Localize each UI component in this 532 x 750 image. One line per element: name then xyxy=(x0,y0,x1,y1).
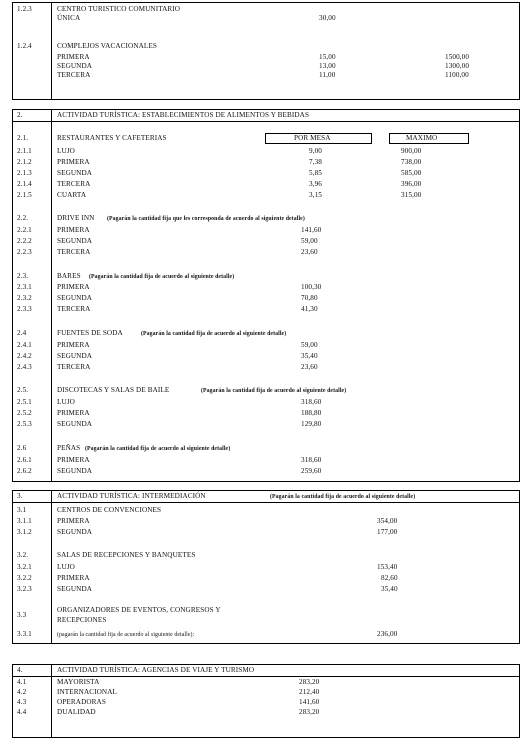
row-number: 3.1.2 xyxy=(17,528,32,536)
row-label: TERCERA xyxy=(57,248,91,256)
row-value: 259,60 xyxy=(301,467,322,475)
row-number: 2.1.2 xyxy=(17,158,32,166)
subsection-note: (Pagarán la cantidad fija que les corresponda de acuerdo al siguiente detalle) xyxy=(107,216,305,222)
row-label: LUJO xyxy=(57,398,75,406)
row-number: 2.3.3 xyxy=(17,305,32,313)
row-value: 35,40 xyxy=(381,585,398,593)
row-number: 2.1.4 xyxy=(17,180,32,188)
subsection-title: CENTRO TURISTICO COMUNITARIO xyxy=(57,5,181,13)
row-label: PRIMERA xyxy=(57,226,90,234)
row-number: 3.2.3 xyxy=(17,585,32,593)
section-title: ACTIVIDAD TURÍSTICA: ESTABLECIMIENTOS DE ALIMENTOS Y BEBIDAS xyxy=(57,111,310,119)
row-number: 2.6.2 xyxy=(17,467,32,475)
subsection-note: (Pagarán la cantidad fija de acuerdo al siguiente detalle) xyxy=(89,274,235,280)
row-value: 141,60 xyxy=(301,226,322,234)
row-label: INTERNACIONAL xyxy=(57,688,117,696)
row-max: 1500,00 xyxy=(445,53,470,61)
row-value: 23,60 xyxy=(301,248,318,256)
row-label: OPERADORAS xyxy=(57,698,106,706)
row-max: 900,00 xyxy=(401,147,422,155)
subsection-title: ORGANIZADORES DE EVENTOS, CONGRESOS Y xyxy=(57,606,221,614)
row-label: PRIMERA xyxy=(57,341,90,349)
item-number: 2.3. xyxy=(17,272,29,280)
row-label: PRIMERA xyxy=(57,517,90,525)
row-label: LUJO xyxy=(57,563,75,571)
item-number: 2.6 xyxy=(17,444,27,452)
row-label: CUARTA xyxy=(57,191,87,199)
row-value: 3,96 xyxy=(309,180,322,188)
row-value: 9,00 xyxy=(309,147,322,155)
row-number: 3.1.1 xyxy=(17,517,32,525)
row-label: TERCERA xyxy=(57,305,91,313)
section-header xyxy=(13,110,519,122)
row-label: (pagarán la cantidad fija de acuerdo al siguiente detalle): xyxy=(57,632,195,638)
section-number: 3. xyxy=(17,492,23,500)
row-number: 2.5.2 xyxy=(17,409,32,417)
item-number: 2.5. xyxy=(17,386,29,394)
subsection-note: (Pagarán la cantidad fija de acuerdo al siguiente detalle) xyxy=(85,446,231,452)
row-value: 11,00 xyxy=(319,71,336,79)
subsection-title: PEÑAS xyxy=(57,444,81,452)
row-number: 3.3.1 xyxy=(17,630,32,638)
subsection-title: DISCOTECAS Y SALAS DE BAILE xyxy=(57,386,170,394)
column-divider xyxy=(51,110,52,481)
item-number: 3.2. xyxy=(17,551,29,559)
row-label: PRIMERA xyxy=(57,409,90,417)
column-header-por-mesa xyxy=(265,133,372,144)
row-label: SEGUNDA xyxy=(57,169,93,177)
row-max: 315,00 xyxy=(401,191,422,199)
item-number: 2.1. xyxy=(17,134,29,142)
section-4-box xyxy=(12,664,520,738)
section-3-box xyxy=(12,490,520,644)
subsection-title: DRIVE INN xyxy=(57,214,95,222)
row-max: 585,00 xyxy=(401,169,422,177)
row-value: 177,00 xyxy=(377,528,398,536)
row-label: SEGUNDA xyxy=(57,420,93,428)
subsection-note: (Pagarán la cantidad fija de acuerdo al siguiente detalle) xyxy=(141,331,287,337)
row-label: DUALIDAD xyxy=(57,708,96,716)
row-value: 70,80 xyxy=(301,294,318,302)
row-label: SEGUNDA xyxy=(57,294,93,302)
row-value: 141,60 xyxy=(299,698,320,706)
row-value: 5,85 xyxy=(309,169,322,177)
row-value: 59,00 xyxy=(301,237,318,245)
row-number: 2.1.5 xyxy=(17,191,32,199)
row-value: 236,00 xyxy=(377,630,398,638)
section-header xyxy=(13,665,519,677)
row-number: 4.4 xyxy=(17,708,27,716)
section-title: ACTIVIDAD TURÍSTICA: AGENCIAS DE VIAJE Y TURISMO xyxy=(57,666,255,674)
row-number: 4.2 xyxy=(17,688,27,696)
subsection-note: (Pagarán la cantidad fija de acuerdo al siguiente detalle) xyxy=(201,388,347,394)
row-max: 1300,00 xyxy=(445,62,470,70)
row-number: 2.1.3 xyxy=(17,169,32,177)
row-label: PRIMERA xyxy=(57,283,90,291)
section-header xyxy=(13,491,519,503)
item-number: 2.4 xyxy=(17,329,27,337)
row-value: 283,20 xyxy=(299,678,320,686)
column-header-label: MAXIMO xyxy=(406,134,438,142)
row-value: 30,00 xyxy=(319,14,336,22)
subsection-title: FUENTES DE SODA xyxy=(57,329,123,337)
row-max: 1100,00 xyxy=(445,71,469,79)
row-max: 738,00 xyxy=(401,158,422,166)
column-divider xyxy=(51,3,52,99)
item-number: 3.3 xyxy=(17,611,27,619)
section-note: (Pagarán la cantidad fija de acuerdo al siguiente detalle) xyxy=(270,494,416,500)
subsection-title: RESTAURANTES Y CAFETERIAS xyxy=(57,134,167,142)
item-number: 3.1 xyxy=(17,506,27,514)
row-number: 2.6.1 xyxy=(17,456,32,464)
row-value: 129,80 xyxy=(301,420,322,428)
row-number: 2.5.3 xyxy=(17,420,32,428)
subsection-title-line2: RECEPCIONES xyxy=(57,616,107,624)
row-label: PRIMERA xyxy=(57,158,90,166)
row-number: 3.2.2 xyxy=(17,574,32,582)
row-number: 2.2.3 xyxy=(17,248,32,256)
row-value: 35,40 xyxy=(301,352,318,360)
section-number: 2. xyxy=(17,111,23,119)
row-label: MAYORISTA xyxy=(57,678,100,686)
row-value: 318,60 xyxy=(301,456,322,464)
item-number: 1.2.3 xyxy=(17,5,32,13)
subsection-title: COMPLEJOS VACACIONALES xyxy=(57,42,157,50)
row-value: 354,00 xyxy=(377,517,398,525)
column-header-label: POR MESA xyxy=(294,134,331,142)
row-value: 283,20 xyxy=(299,708,320,716)
subsection-title: BARES xyxy=(57,272,81,280)
row-number: 2.2.1 xyxy=(17,226,32,234)
row-label: ÚNICA xyxy=(57,14,81,22)
row-value: 318,60 xyxy=(301,398,322,406)
row-value: 41,30 xyxy=(301,305,318,313)
item-number: 2.2. xyxy=(17,214,29,222)
row-label: SEGUNDA xyxy=(57,352,93,360)
row-value: 153,40 xyxy=(377,563,398,571)
subsection-title: CENTROS DE CONVENCIONES xyxy=(57,506,162,514)
row-label: SEGUNDA xyxy=(57,528,93,536)
section-2-box xyxy=(12,109,520,482)
row-number: 2.2.2 xyxy=(17,237,32,245)
row-value: 13,00 xyxy=(319,62,336,70)
row-label: PRIMERA xyxy=(57,574,90,582)
row-label: TERCERA xyxy=(57,363,91,371)
row-number: 3.2.1 xyxy=(17,563,32,571)
row-value: 3,15 xyxy=(309,191,322,199)
row-number: 2.4.3 xyxy=(17,363,32,371)
section-number: 4. xyxy=(17,666,23,674)
row-value: 82,60 xyxy=(381,574,398,582)
row-label: PRIMERA xyxy=(57,53,90,61)
row-value: 7,38 xyxy=(309,158,322,166)
row-label: SEGUNDA xyxy=(57,467,93,475)
row-label: SEGUNDA xyxy=(57,62,93,70)
row-label: SEGUNDA xyxy=(57,585,93,593)
row-value: 100,30 xyxy=(301,283,322,291)
row-label: PRIMERA xyxy=(57,456,90,464)
row-number: 2.5.1 xyxy=(17,398,32,406)
row-value: 23,60 xyxy=(301,363,318,371)
row-number: 2.4.2 xyxy=(17,352,32,360)
row-number: 2.4.1 xyxy=(17,341,32,349)
row-label: TERCERA xyxy=(57,180,91,188)
subsection-title: SALAS DE RECEPCIONES Y BANQUETES xyxy=(57,551,196,559)
row-number: 2.1.1 xyxy=(17,147,32,155)
row-label: TERCERA xyxy=(57,71,91,79)
row-label: SEGUNDA xyxy=(57,237,93,245)
item-number: 1.2.4 xyxy=(17,42,32,50)
row-number: 2.3.1 xyxy=(17,283,32,291)
column-header-maximo xyxy=(389,133,469,144)
section-1-continuation xyxy=(12,2,520,100)
section-title: ACTIVIDAD TURÍSTICA: INTERMEDIACIÓN xyxy=(57,492,206,500)
row-value: 15,00 xyxy=(319,53,336,61)
row-number: 4.1 xyxy=(17,678,27,686)
row-value: 212,40 xyxy=(299,688,320,696)
row-label: LUJO xyxy=(57,147,75,155)
row-value: 59,00 xyxy=(301,341,318,349)
row-max: 396,00 xyxy=(401,180,422,188)
row-number: 2.3.2 xyxy=(17,294,32,302)
column-divider xyxy=(51,491,52,643)
row-value: 188,80 xyxy=(301,409,322,417)
row-number: 4.3 xyxy=(17,698,27,706)
